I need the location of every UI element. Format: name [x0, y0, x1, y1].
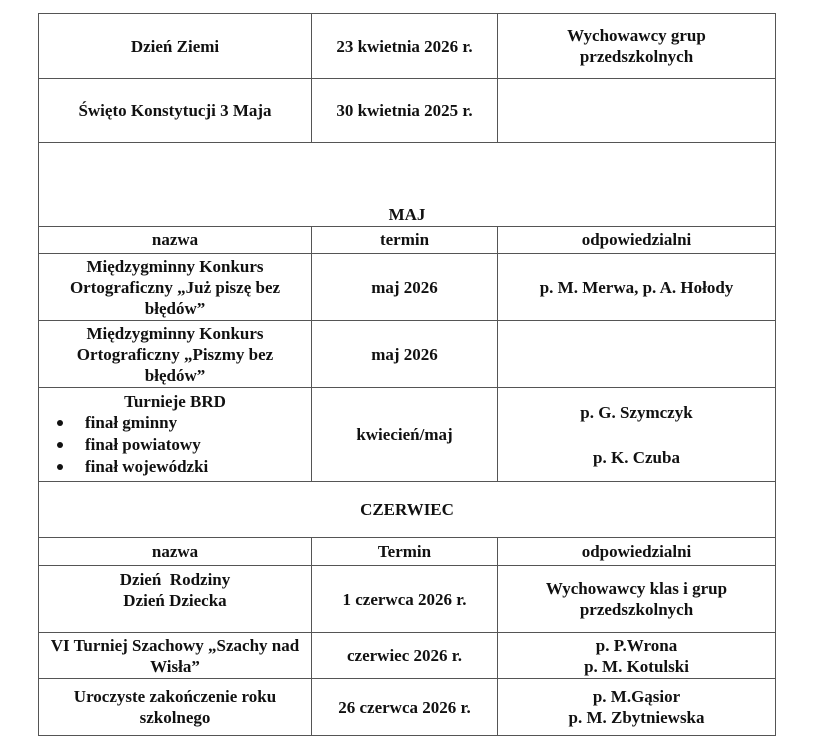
event-responsible-cell [498, 14, 776, 79]
event-responsible-cell [498, 388, 776, 482]
month-title-june: CZERWIEC [39, 482, 776, 538]
event-date-cell: kwiecień/maj [312, 388, 498, 482]
event-date-cell: 30 kwietnia 2025 r. [312, 79, 498, 143]
event-schedule-table [38, 13, 776, 736]
table-row [39, 14, 776, 79]
column-header-row [39, 538, 776, 566]
event-name-cell: Dzień Ziemi [39, 14, 312, 79]
responsible-text: Wychowawcy grup przedszkolnych [567, 26, 706, 66]
table-row [39, 79, 776, 143]
month-header-row [39, 482, 776, 538]
event-responsible-cell [498, 566, 776, 633]
table-row [39, 679, 776, 736]
responsible-line: p. K. Czuba [593, 447, 680, 467]
event-responsible-cell [498, 633, 776, 679]
table-row [39, 388, 776, 482]
event-responsible-cell [498, 79, 776, 143]
event-name-text: VI Turniej Szachowy „Szachy nad Wisła” [50, 635, 300, 676]
event-name-text: Uroczyste zakończenie roku szkolnego [73, 687, 277, 727]
event-date-cell: maj 2026 [312, 321, 498, 388]
brd-title: Turnieje BRD [124, 392, 226, 411]
event-responsible-cell [498, 679, 776, 736]
brd-list [39, 412, 311, 478]
responsible-line: p. G. Szymczyk [580, 402, 693, 422]
event-name-cell [39, 388, 312, 482]
event-name-cell: Międzygminny Konkurs Ortograficzny „Piszmy bez błędów” [39, 321, 312, 388]
responsible-line: p. M. Zbytniewska [568, 708, 705, 727]
table-row [39, 566, 776, 633]
event-name-cell: Święto Konstytucji 3 Maja [39, 79, 312, 143]
table-row [39, 321, 776, 388]
bullet-icon [57, 464, 63, 470]
column-header-date: termin [312, 227, 498, 254]
list-item-label: finał powiatowy [85, 435, 201, 454]
event-date-cell: maj 2026 [312, 254, 498, 321]
month-header-row [39, 143, 776, 227]
list-item-label: finał gminny [85, 413, 178, 432]
event-responsible-cell [498, 321, 776, 388]
list-item-label: finał wojewódzki [85, 457, 209, 476]
bullet-icon [57, 442, 63, 448]
event-name-cell: Międzygminny Konkurs Ortograficzny „Już piszę bez błędów” [39, 254, 312, 321]
table-row [39, 633, 776, 679]
event-date-cell: 1 czerwca 2026 r. [312, 566, 498, 633]
column-header-row [39, 227, 776, 254]
column-header-date: Termin [312, 538, 498, 566]
responsible-text: Wychowawcy klas i grup przedszkolnych [545, 579, 728, 619]
spacer [502, 423, 771, 447]
list-item [57, 412, 311, 434]
event-date-cell: 23 kwietnia 2026 r. [312, 14, 498, 79]
column-header-responsible: odpowiedzialni [498, 538, 776, 566]
event-name-cell [39, 679, 312, 736]
event-name-cell [39, 566, 312, 633]
responsible-line: p. P.Wrona [595, 635, 678, 655]
event-name-line: Dzień Rodziny [119, 570, 231, 589]
month-title-may: MAJ [39, 143, 776, 227]
column-header-name: nazwa [39, 227, 312, 254]
event-name-cell [39, 633, 312, 679]
list-item [57, 456, 311, 478]
table-row [39, 254, 776, 321]
responsible-line: p. M. Kotulski [584, 656, 689, 676]
responsible-line: p. M.Gąsior [592, 687, 681, 706]
event-name-line: Dzień Dziecka [123, 591, 227, 610]
event-date-cell: czerwiec 2026 r. [312, 633, 498, 679]
event-date-cell: 26 czerwca 2026 r. [312, 679, 498, 736]
event-responsible-cell: p. M. Merwa, p. A. Hołody [498, 254, 776, 321]
column-header-responsible: odpowiedzialni [498, 227, 776, 254]
bullet-icon [57, 420, 63, 426]
column-header-name: nazwa [39, 538, 312, 566]
list-item [57, 434, 311, 456]
